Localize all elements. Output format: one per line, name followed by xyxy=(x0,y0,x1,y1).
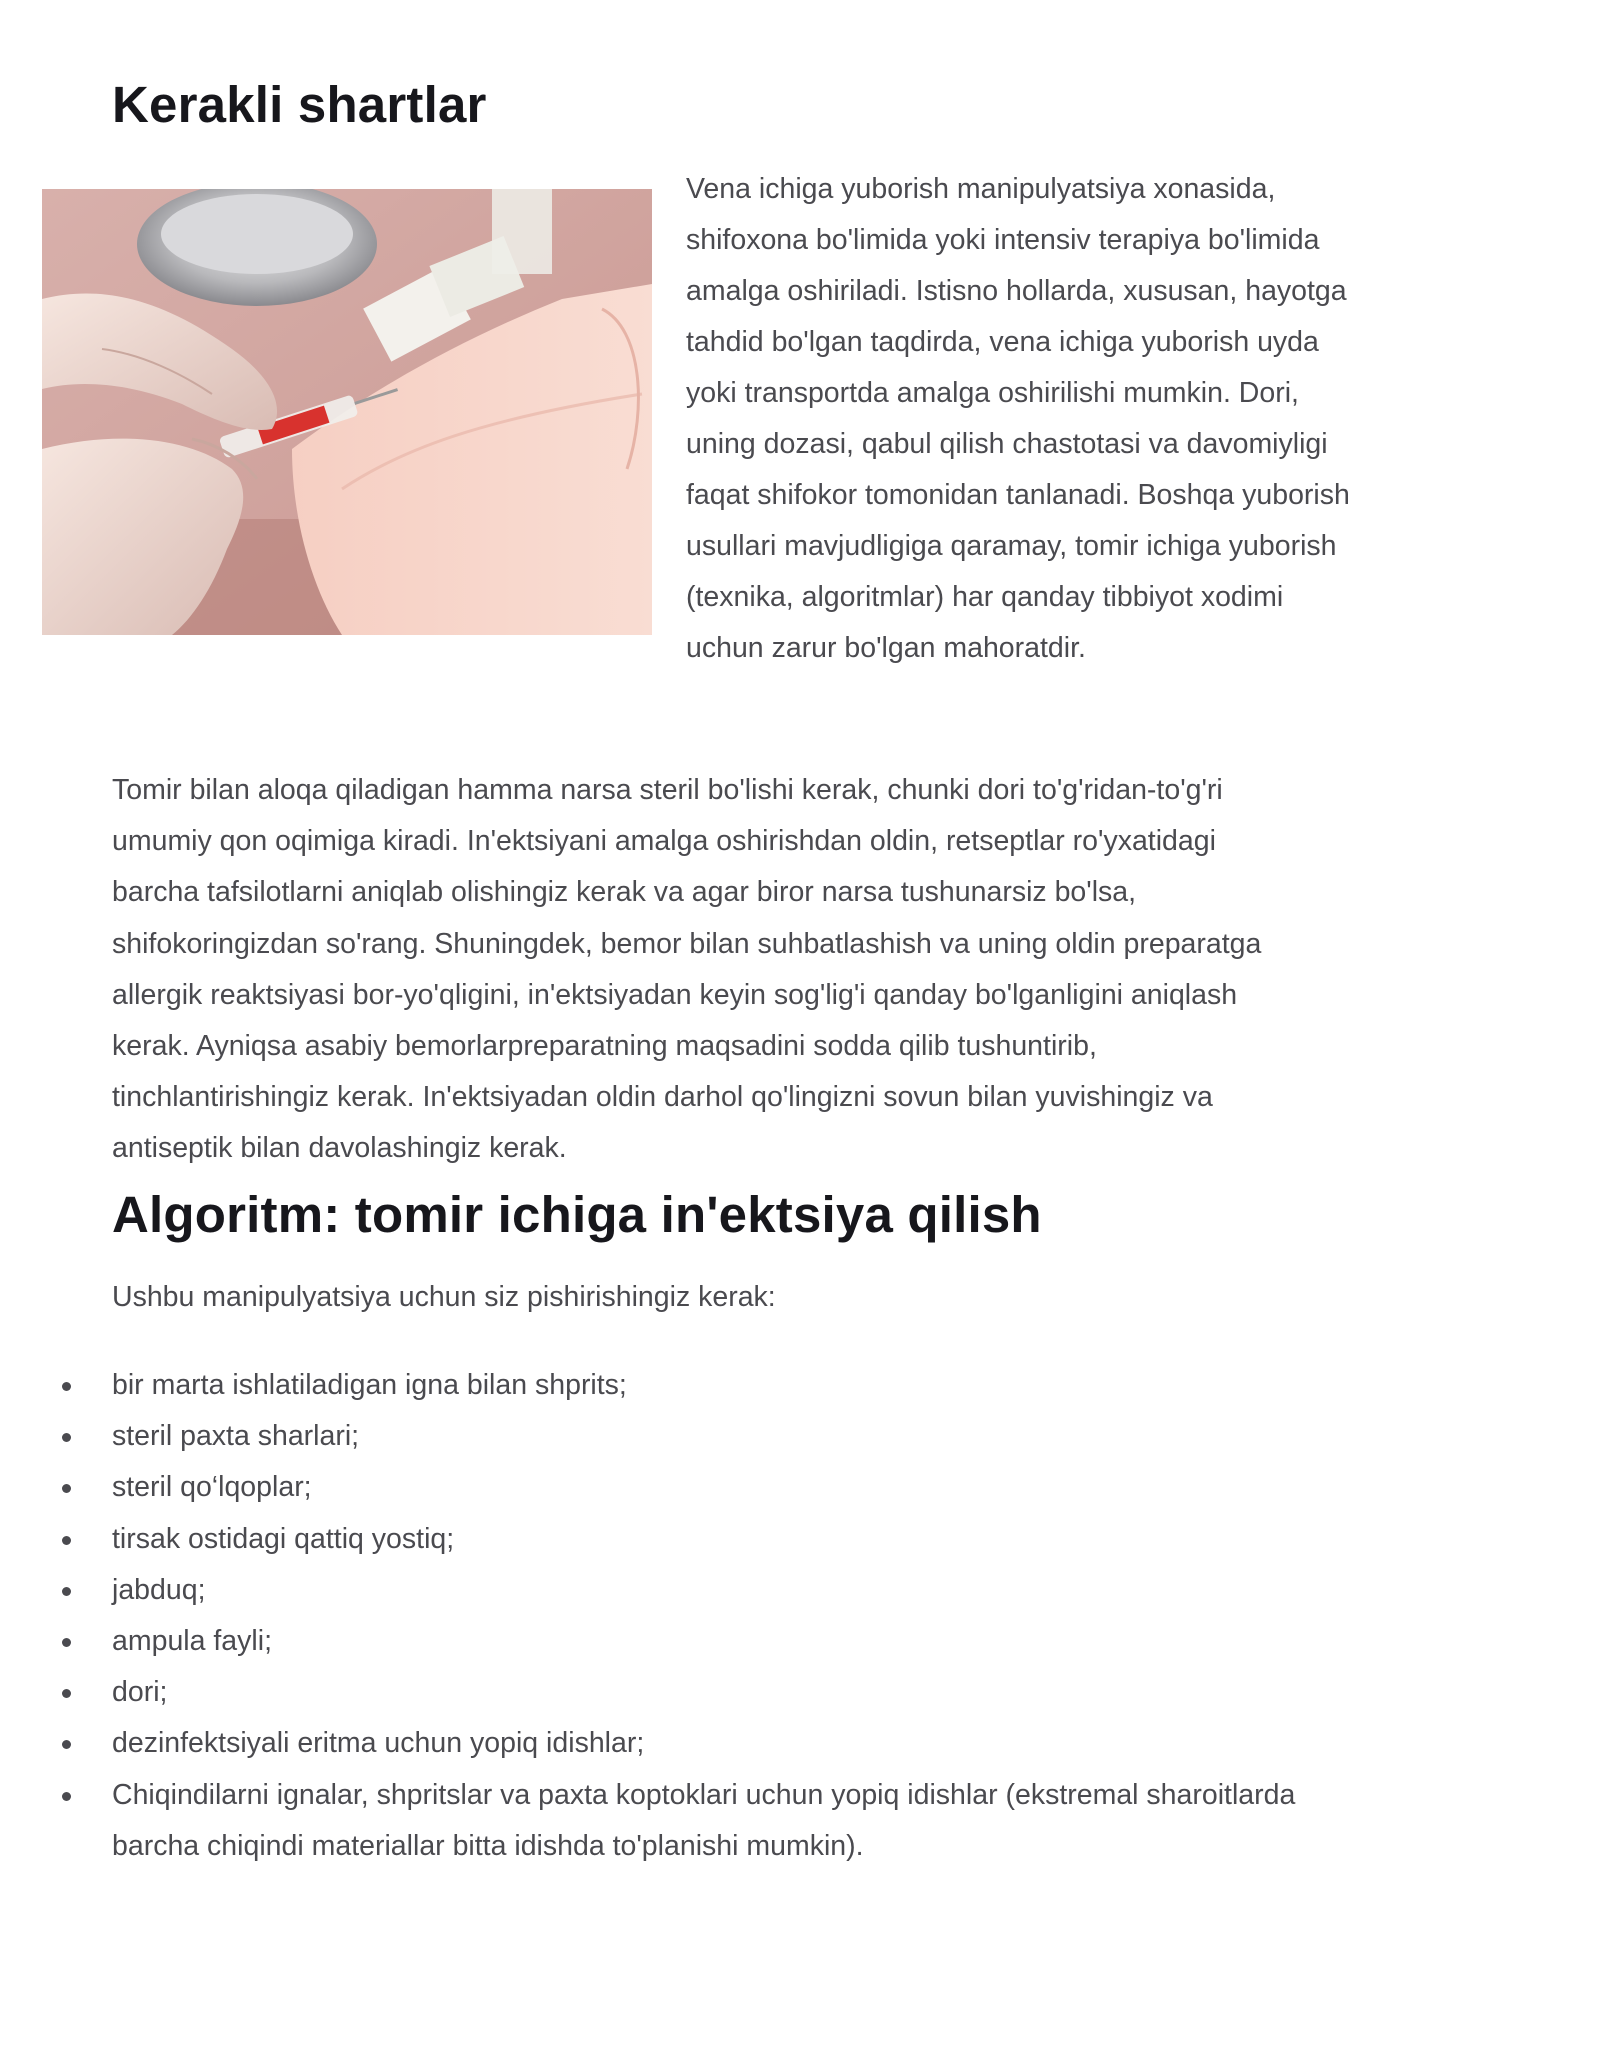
sterility-paragraph xyxy=(112,765,1442,1175)
bullet-icon xyxy=(62,1484,71,1493)
intro-paragraph xyxy=(686,164,1446,674)
list-item xyxy=(0,1616,1382,1667)
bullet-icon xyxy=(62,1638,71,1647)
list-item-text: tirsak ostidagi qattiq yostiq; xyxy=(112,1522,455,1555)
list-item xyxy=(0,1462,1382,1513)
list-item xyxy=(0,1718,1382,1769)
list-item xyxy=(0,1770,1382,1872)
list-item xyxy=(0,1360,1382,1411)
text-line: kerak. Ayniqsa asabiy bemorlarpreparatning maqsadini sodda qilib tushuntirib, xyxy=(112,1030,1097,1063)
bullet-icon xyxy=(62,1689,71,1698)
text-line: (texnika, algoritmlar) har qanday tibbiyot xodimi xyxy=(686,581,1284,613)
injection-training-photo xyxy=(42,189,652,635)
text-line: allergik reaktsiyasi bor-yo'qligini, in'ektsiyadan keyin sog'lig'i qanday bo'lganligini aniqlash xyxy=(112,978,1238,1011)
text-line: Tomir bilan aloqa qiladigan hamma narsa steril bo'lishi kerak, chunki dori to'g'ridan-to'g'ri xyxy=(112,774,1223,806)
list-item xyxy=(0,1565,1382,1616)
list-item-text: dori; xyxy=(112,1676,168,1709)
list-item-text: dezinfektsiyali eritma uchun yopiq idishlar; xyxy=(112,1727,645,1760)
text-line: antiseptik bilan davolashingiz kerak. xyxy=(112,1132,567,1165)
bullet-icon xyxy=(62,1792,71,1801)
section-heading-algorithm: Algoritm: tomir ichiga in'ektsiya qilish xyxy=(112,1186,1042,1243)
list-item-text: jabduq; xyxy=(112,1573,206,1606)
text-line: umumiy qon oqimiga kiradi. In'ektsiyani amalga oshirishdan oldin, retseptlar ro'yxatidagi xyxy=(112,825,1216,858)
text-line: barcha tafsilotlarni aniqlab olishingiz kerak va agar biror narsa tushunarsiz bo'lsa, xyxy=(112,876,1137,909)
text-line: usullari mavjudligiga qaramay, tomir ichiga yuborish xyxy=(686,530,1337,562)
bullet-icon xyxy=(62,1587,71,1596)
list-item-text: steril paxta sharlari; xyxy=(112,1420,360,1453)
list-item-text: steril qo‘lqoplar; xyxy=(112,1471,312,1504)
section-heading-requirements: Kerakli shartlar xyxy=(112,76,487,133)
text-line: tinchlantirishingiz kerak. In'ektsiyadan oldin darhol qo'lingizni sovun bilan yuvishingiz va xyxy=(112,1081,1213,1114)
text-line: tahdid bo'lgan taqdirda, vena ichiga yuborish uyda xyxy=(686,326,1319,358)
supplies-intro: Ushbu manipulyatsiya uchun siz pishirishingiz kerak: xyxy=(112,1281,776,1313)
supplies-list xyxy=(0,1360,1480,1872)
text-line: shifokoringizdan so'rang. Shuningdek, bemor bilan suhbatlashish va uning oldin preparatga xyxy=(112,927,1262,960)
text-line: faqat shifokor tomonidan tanlanadi. Boshqa yuborish xyxy=(686,479,1350,511)
text-line: shifoxona bo'limida yoki intensiv terapiya bo'limida xyxy=(686,224,1320,256)
text-line: amalga oshiriladi. Istisno hollarda, xususan, hayotga xyxy=(686,275,1347,307)
list-item xyxy=(0,1514,1382,1565)
bullet-icon xyxy=(62,1382,71,1391)
text-line: uning dozasi, qabul qilish chastotasi va davomiyligi xyxy=(686,428,1328,460)
list-item-text: Chiqindilarni ignalar, shpritslar va paxta koptoklari uchun yopiq idishlar (ekstremal sharoitlarda xyxy=(112,1778,1296,1811)
text-line: Vena ichiga yuborish manipulyatsiya xonasida, xyxy=(686,173,1276,205)
text-line: yoki transportda amalga oshirilishi mumkin. Dori, xyxy=(686,377,1299,409)
bullet-icon xyxy=(62,1433,71,1442)
list-item-text: barcha chiqindi materiallar bitta idishda to'planishi mumkin). xyxy=(112,1829,864,1862)
list-item xyxy=(0,1667,1382,1718)
list-item xyxy=(0,1411,1382,1462)
text-line: uchun zarur bo'lgan mahoratdir. xyxy=(686,632,1086,664)
list-item-text: ampula fayli; xyxy=(112,1625,272,1658)
bullet-icon xyxy=(62,1536,71,1545)
bullet-icon xyxy=(62,1740,71,1749)
list-item-text: bir marta ishlatiladigan igna bilan shprits; xyxy=(112,1369,627,1401)
